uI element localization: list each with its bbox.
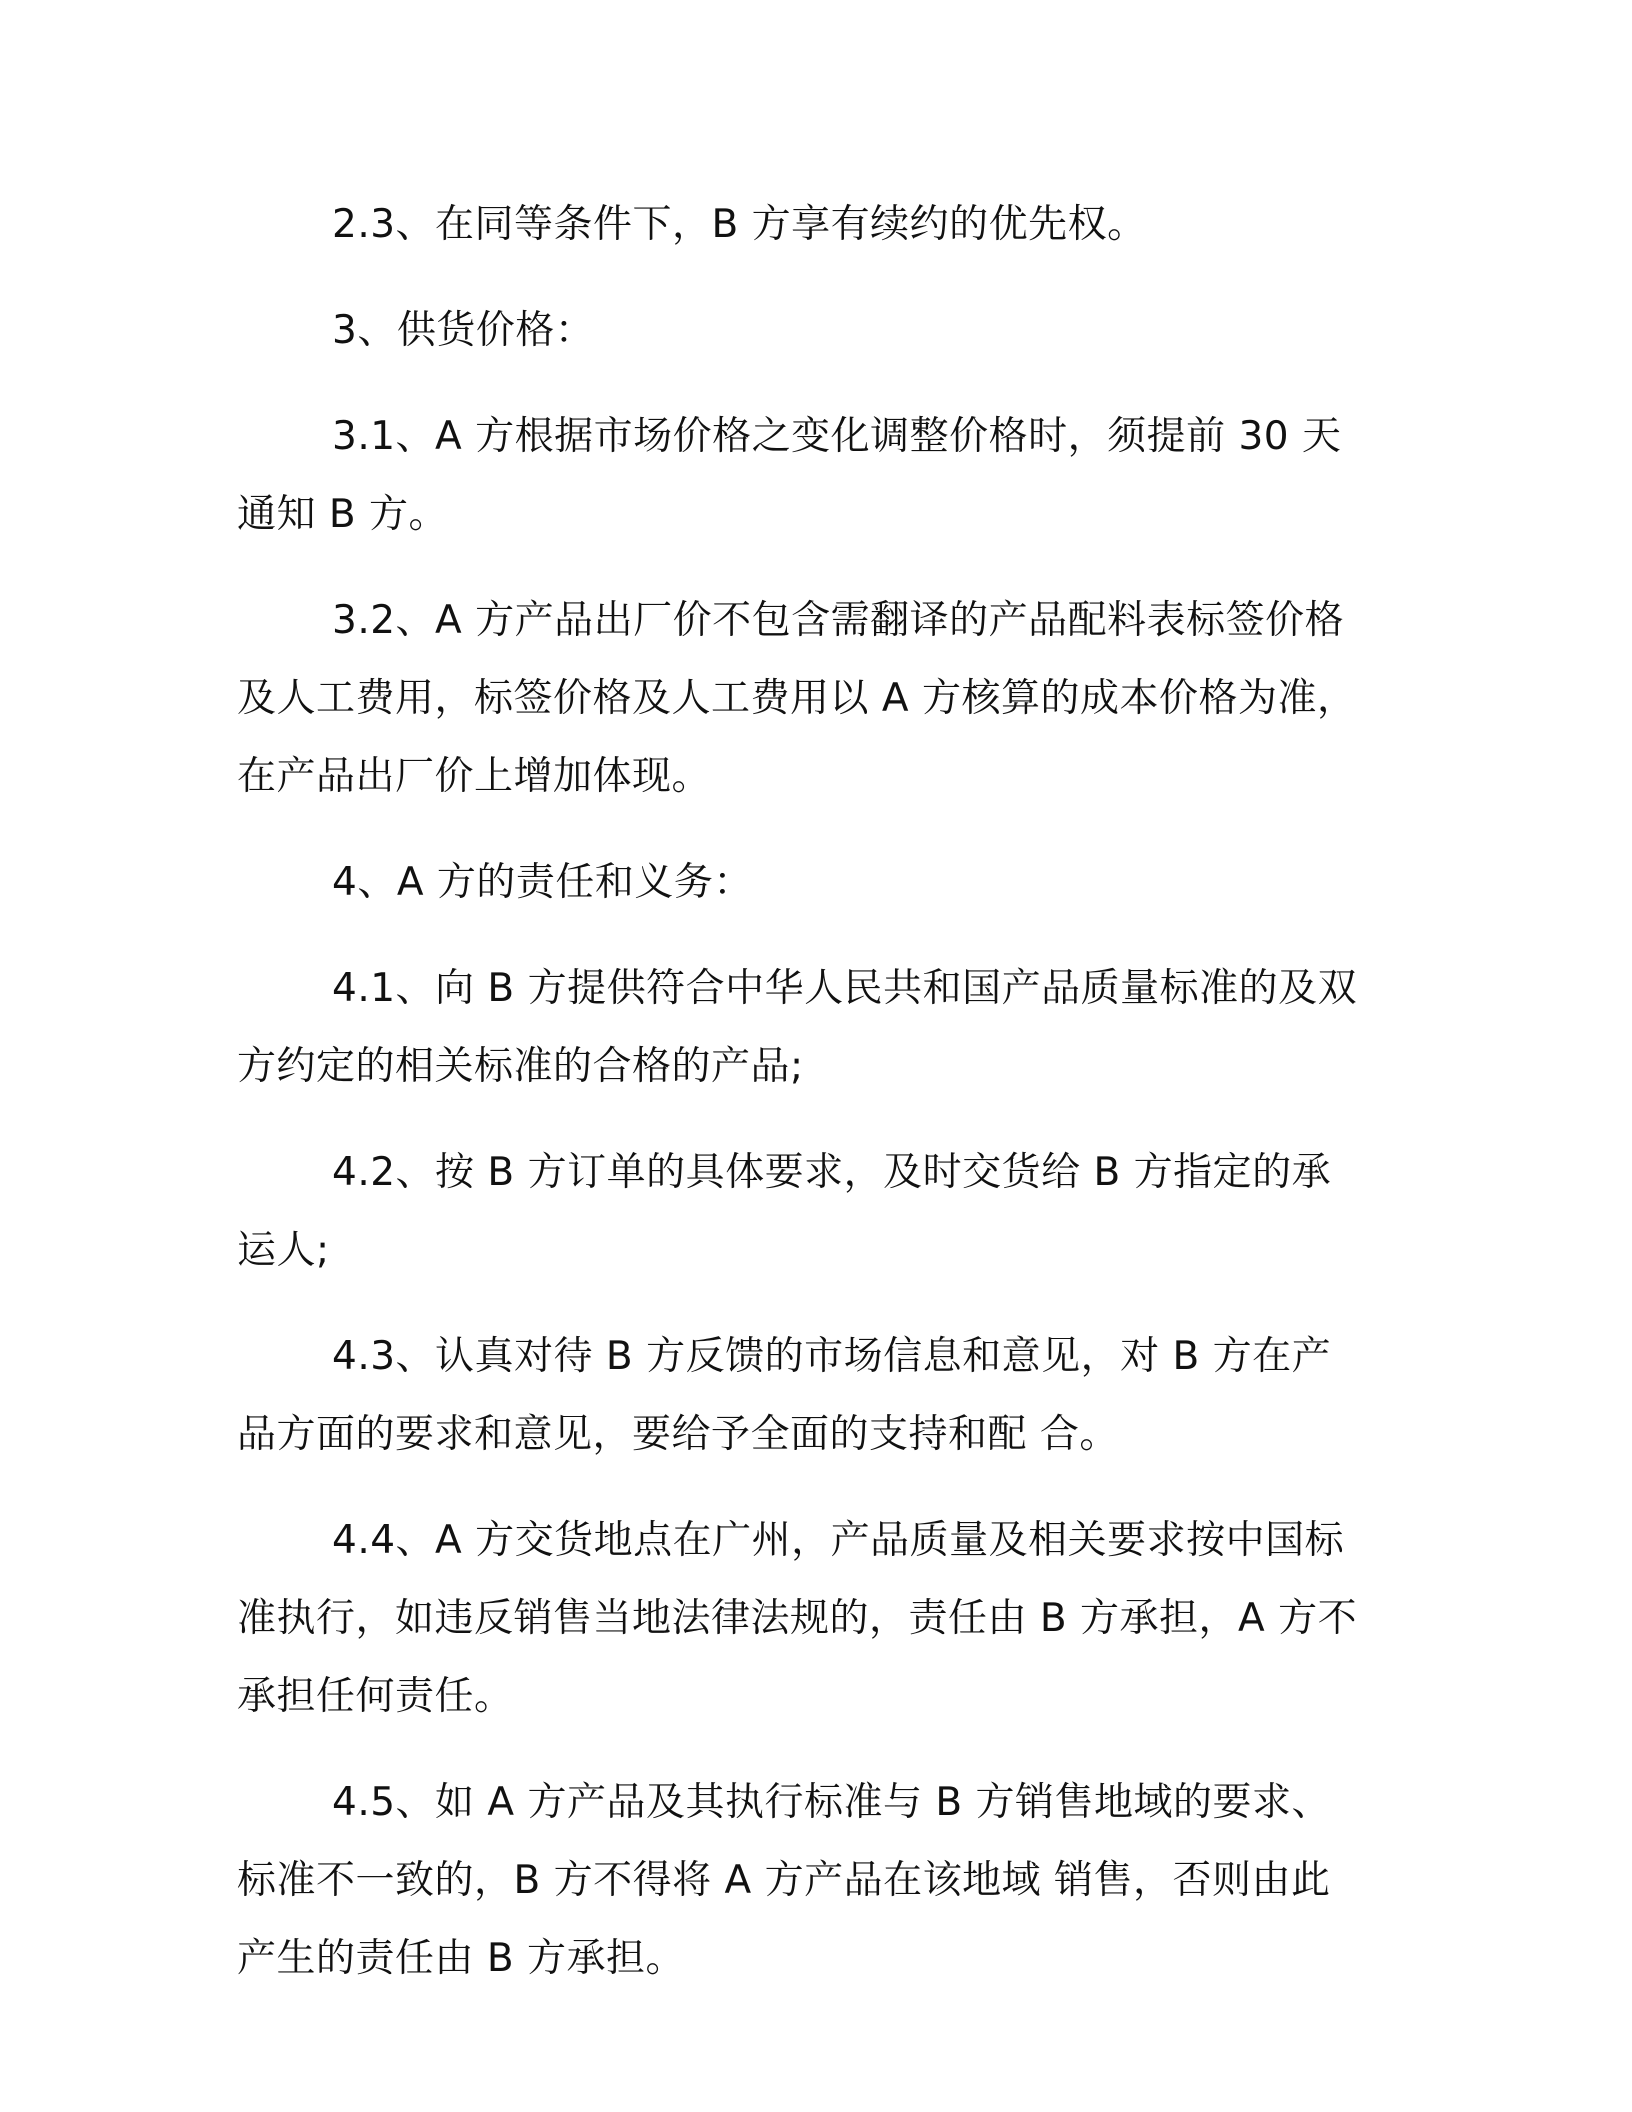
clause-4-1: 4.1、向 B 方提供符合中华人民共和国产品质量标准的及双方约定的相关标准的合格的产品;: [237, 966, 1358, 1089]
clause-4-3: 4.3、认真对待 B 方反馈的市场信息和意见，对 B 方在产品方面的要求和意见，要给予全面的支持和配 合。: [237, 1334, 1332, 1457]
clause-2-3: 2.3、在同等条件下，B 方享有续约的优先权。: [332, 202, 1147, 247]
clause-3-2: 3.2、A 方产品出厂价不包含需翻译的产品配料表标签价格及人工费用，标签价格及人工费用以 A 方核算的成本价格为准，在产品出厂价上增加体现。: [237, 598, 1357, 799]
clause-4-4: 4.4、A 方交货地点在广州，产品质量及相关要求按中国标准执行，如违反销售当地法律法规的，责任由 B 方承担，A 方不承担任何责任。: [237, 1518, 1358, 1719]
section-4-heading: 4、A 方的责任和义务：: [332, 860, 753, 905]
section-3-heading: 3、供货价格：: [332, 308, 595, 353]
clause-3-1: 3.1、A 方根据市场价格之变化调整价格时，须提前 30 天通知 B 方。: [237, 414, 1342, 537]
clause-4-2: 4.2、按 B 方订单的具体要求，及时交货给 B 方指定的承运人;: [237, 1150, 1332, 1273]
clause-4-5: 4.5、如 A 方产品及其执行标准与 B 方销售地域的要求、标准不一致的，B 方不得将 A 方产品在该地域 销售，否则由此产生的责任由 B 方承担。: [237, 1780, 1332, 1981]
